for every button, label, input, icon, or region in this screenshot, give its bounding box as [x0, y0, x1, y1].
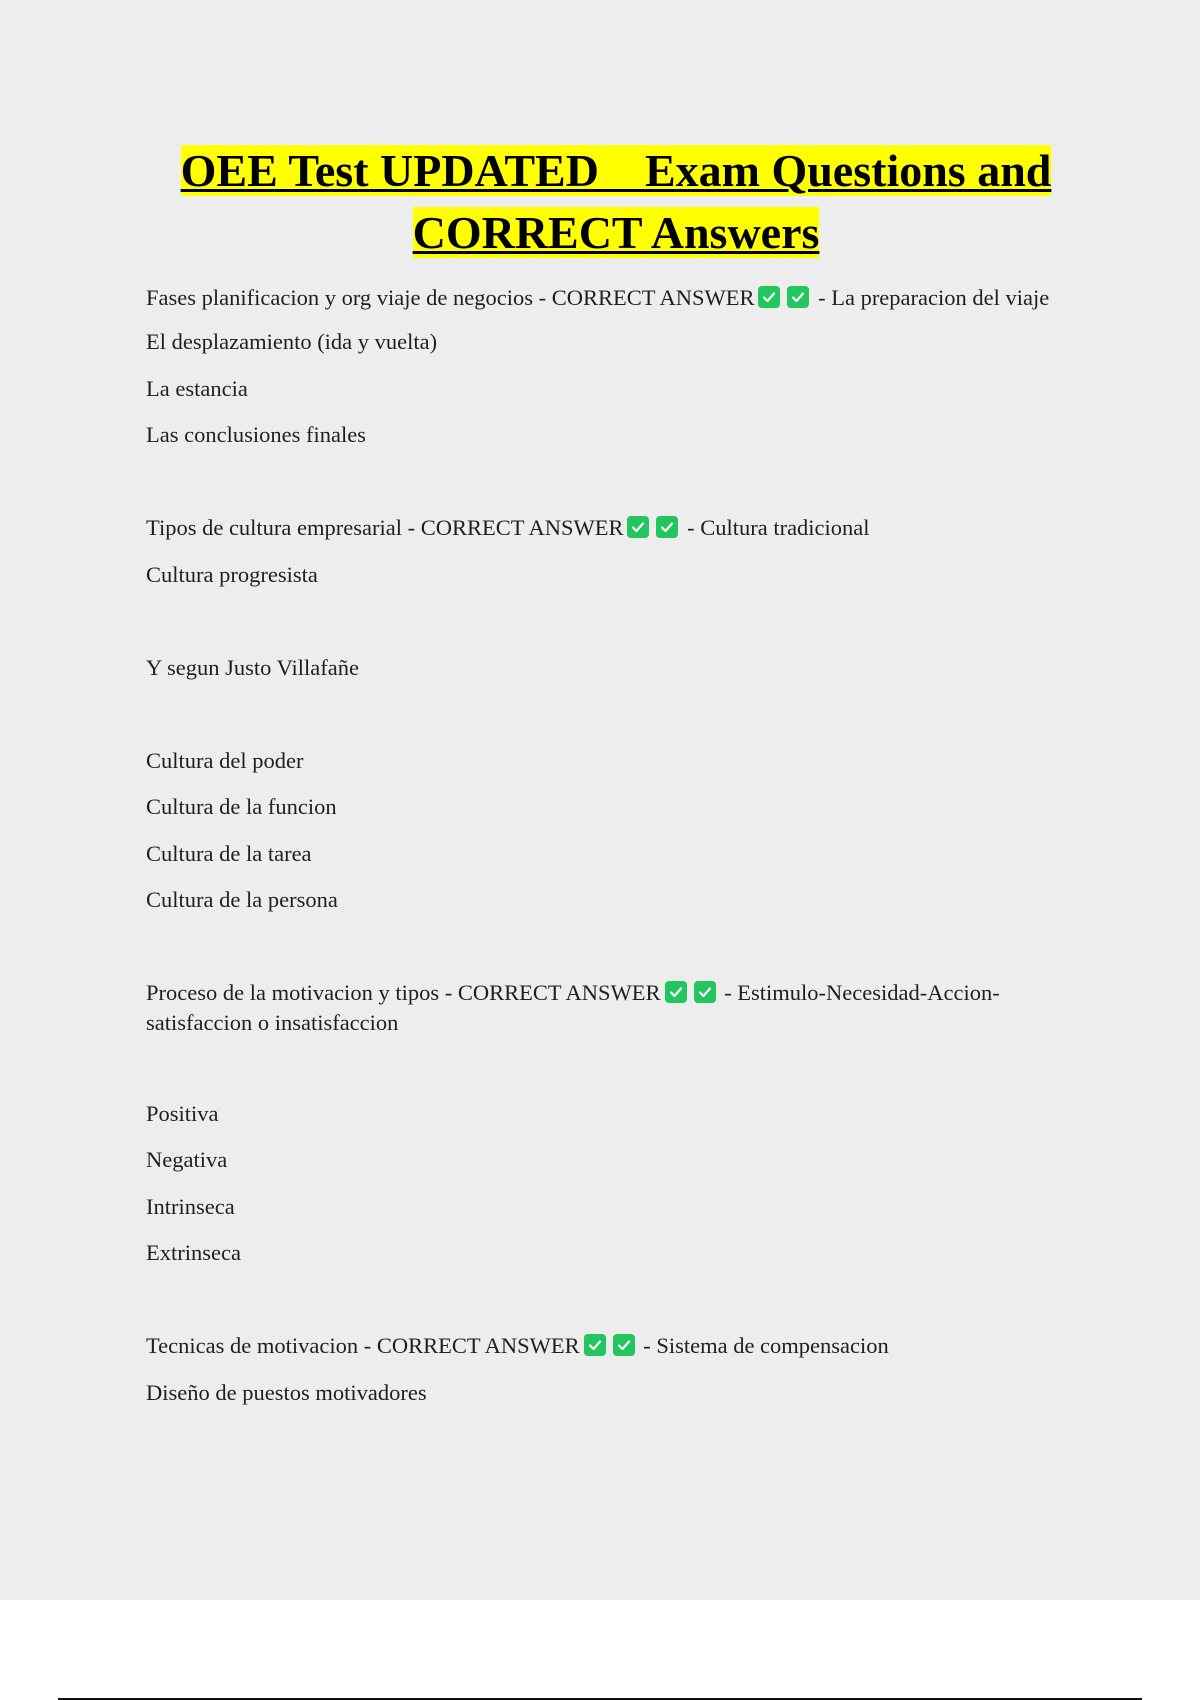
question-line [146, 1331, 1076, 1361]
answer-line: El desplazamiento (ida y vuelta) [146, 329, 438, 354]
document-title [0, 140, 1200, 264]
answer-line: La estancia [146, 375, 248, 401]
document-body [146, 283, 1076, 1424]
title-line-1: OEE Test UPDATED Exam Questions and [180, 145, 1052, 196]
check-icon [584, 1334, 606, 1356]
check-icon [613, 1334, 635, 1356]
check-icon [656, 516, 678, 538]
answer-line: Y segun Justo Villafañe [146, 654, 359, 680]
question-text: Tecnicas de motivacion - CORRECT ANSWER [146, 1333, 580, 1358]
question-line [146, 978, 1076, 1038]
question-text: Fases planificacion y org viaje de negocios - CORRECT ANSWER [146, 285, 755, 310]
question-line [146, 283, 1076, 313]
answer-line: Intrinseca [146, 1193, 235, 1219]
check-icon [627, 516, 649, 538]
answer-line: Las conclusiones finales [146, 422, 366, 447]
paragraph-gap [146, 1285, 1076, 1332]
answer-text: - Estimulo-Necesidad-Accion-satisfaccion o insatisfaccion [146, 980, 1000, 1035]
answer-text: - Cultura tradicional [681, 515, 870, 540]
paragraph-gap [146, 467, 1076, 514]
check-icon [787, 286, 809, 308]
answer-line: Cultura de la funcion [146, 794, 337, 819]
answer-text: - Sistema de compensacion [637, 1333, 889, 1358]
title-line-2: CORRECT Answers [412, 207, 820, 258]
answer-line: Cultura progresista [146, 561, 318, 587]
paragraph-gap [146, 699, 1076, 746]
paragraph-gap [146, 606, 1076, 653]
answer-line: Diseño de puestos motivadores [146, 1379, 427, 1405]
answer-text: - La preparacion del viaje [812, 285, 1050, 310]
answer-line: Cultura de la tarea [146, 840, 312, 866]
check-icon [758, 286, 780, 308]
check-icon [665, 981, 687, 1003]
paragraph-gap [146, 932, 1076, 979]
answer-line: Cultura de la persona [146, 887, 338, 912]
answer-line: Positiva [146, 1100, 219, 1126]
answer-line: Negativa [146, 1147, 228, 1172]
paragraph-gap [146, 1052, 1076, 1099]
question-line [146, 513, 1076, 543]
question-text: Proceso de la motivacion y tipos - CORRECT ANSWER [146, 980, 661, 1005]
question-text: Tipos de cultura empresarial - CORRECT ANSWER [146, 515, 624, 540]
answer-line: Extrinseca [146, 1240, 241, 1265]
answer-line: Cultura del poder [146, 747, 304, 773]
check-icon [694, 981, 716, 1003]
